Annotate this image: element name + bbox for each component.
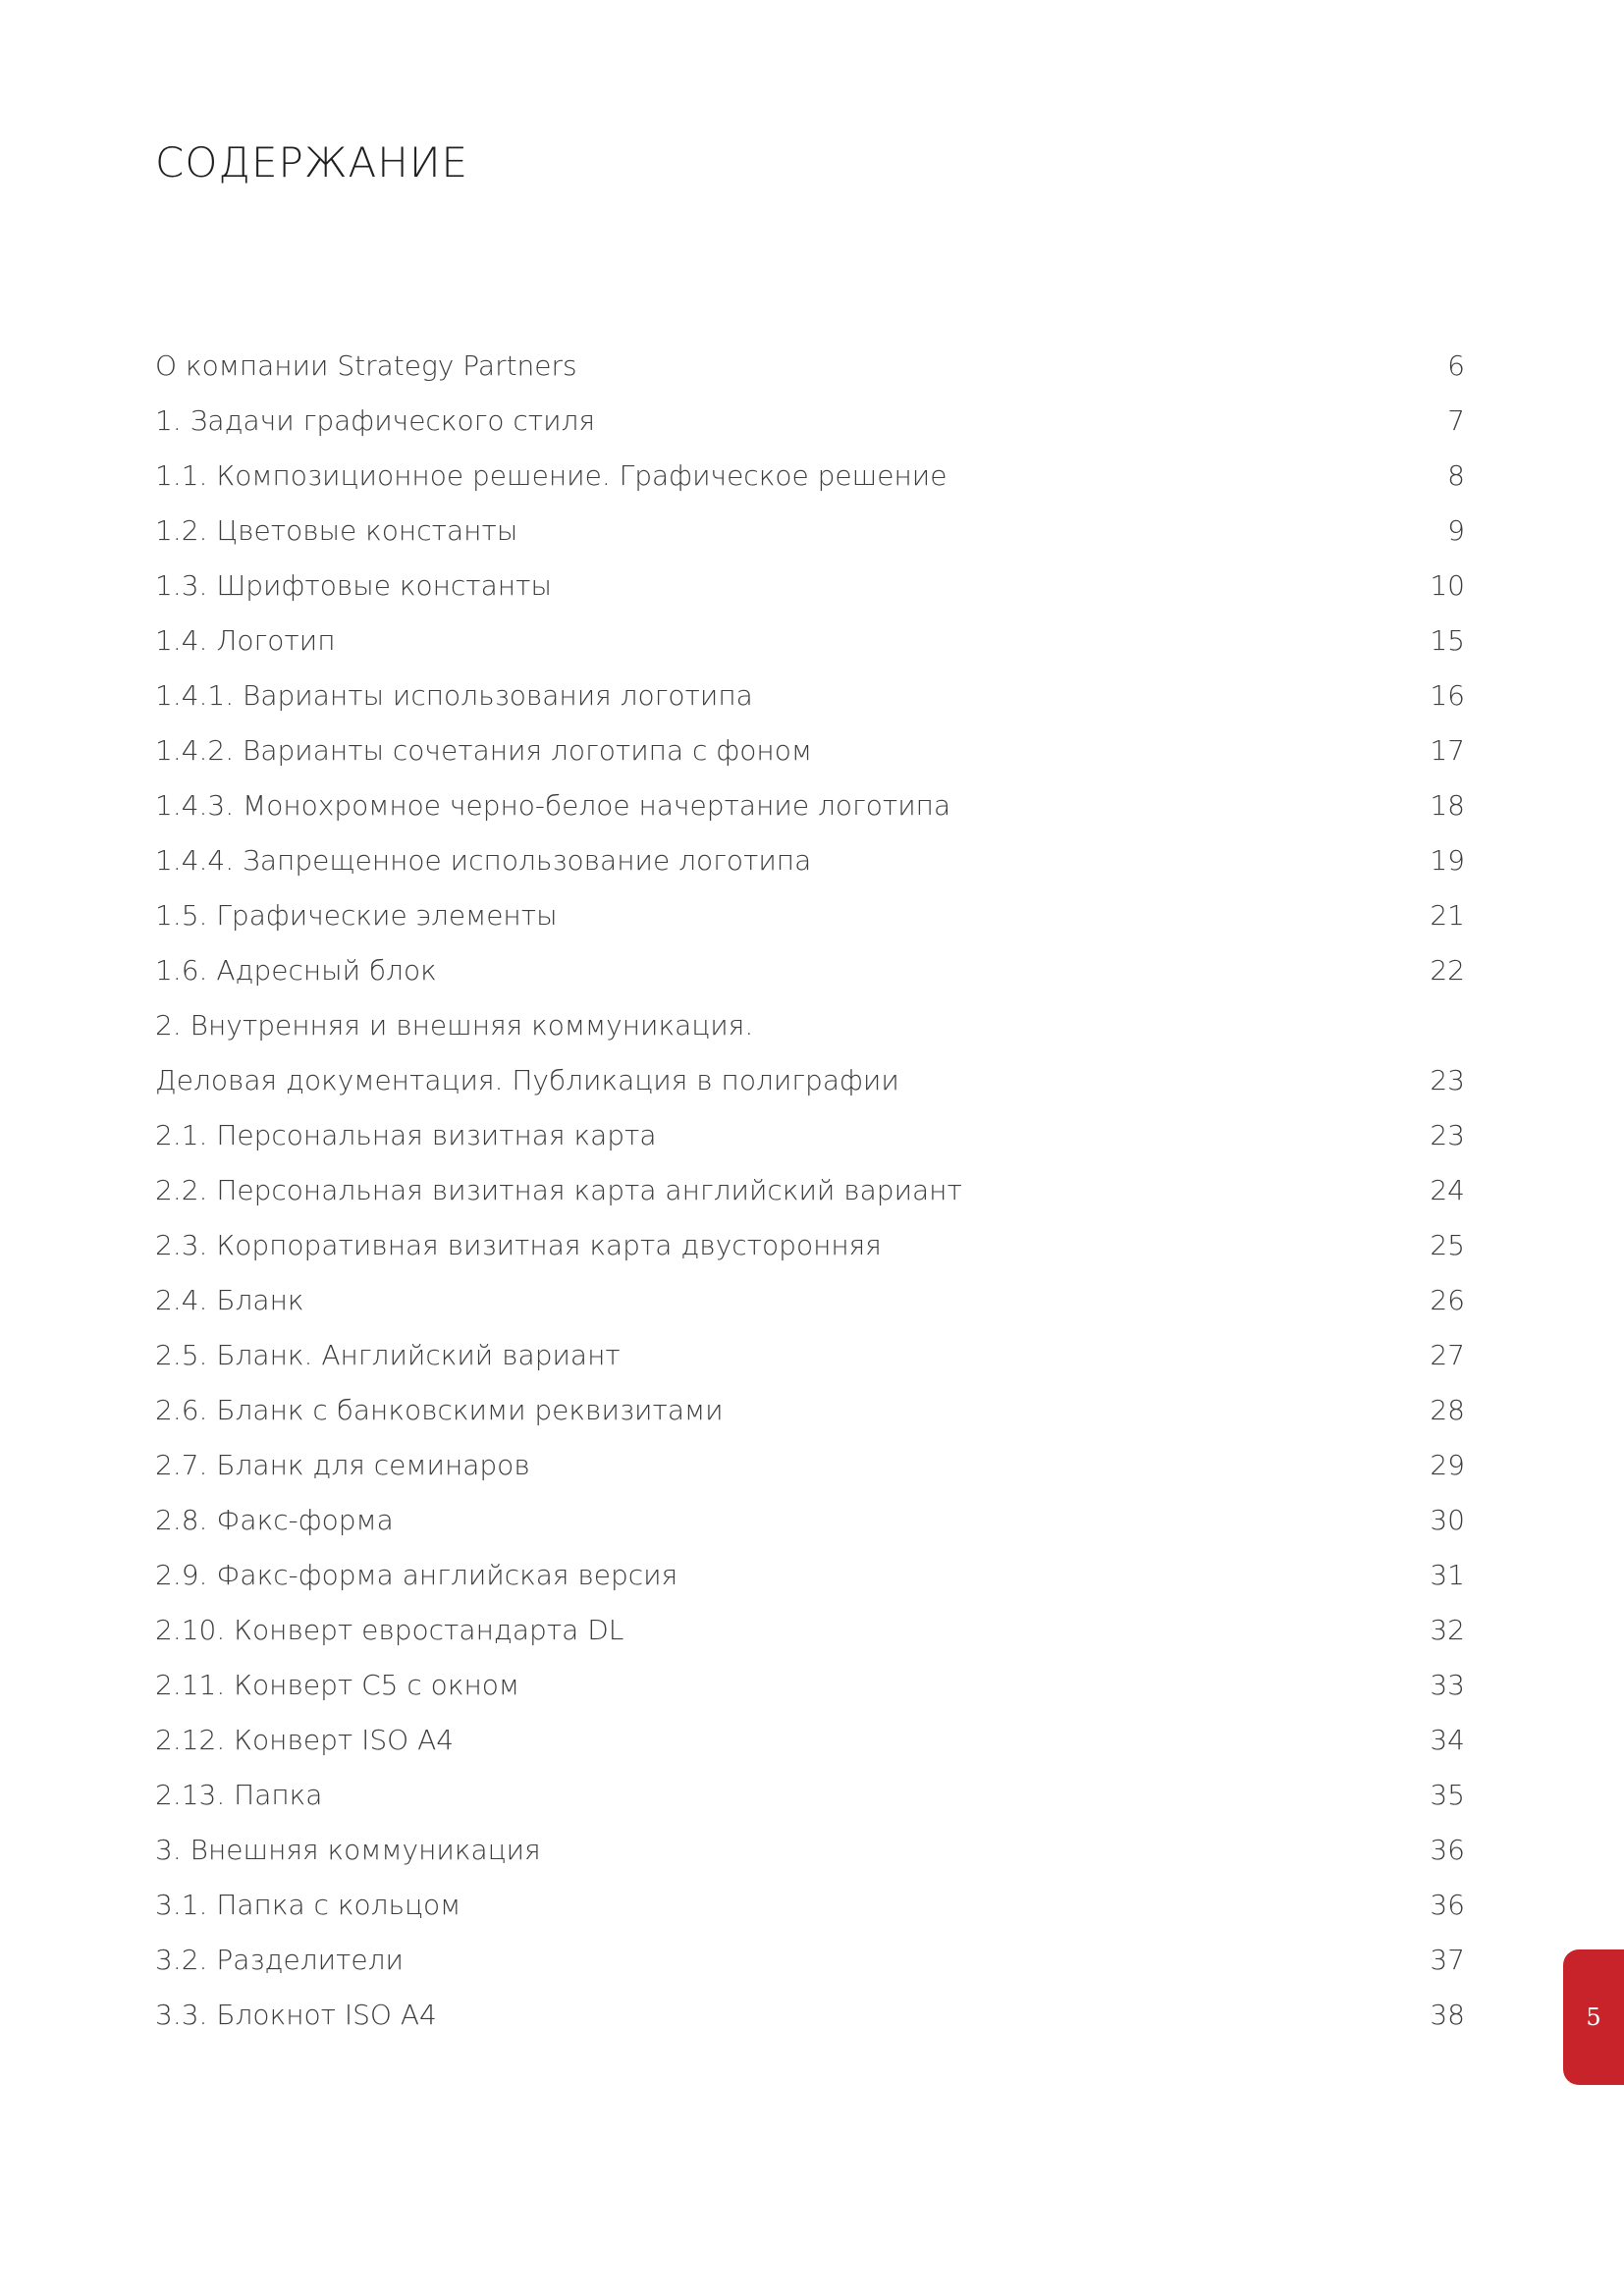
toc-entry-label: 2.1. Персональная визитная карта: [155, 1118, 657, 1151]
toc-entry-label: 1.2. Цветовые константы: [155, 513, 518, 547]
toc-entry-page: 23: [1430, 1063, 1465, 1096]
toc-entry-page: 28: [1430, 1393, 1465, 1426]
toc-entry-page: 24: [1430, 1173, 1465, 1206]
toc-entry-page: 23: [1430, 1118, 1465, 1151]
toc-entry-label: 3. Внешняя коммуникация: [155, 1833, 541, 1866]
toc-entry[interactable]: [155, 1492, 1465, 1547]
toc-entry[interactable]: [155, 667, 1465, 722]
toc-entry[interactable]: [155, 1547, 1465, 1602]
toc-entry-page: 27: [1430, 1338, 1465, 1371]
toc-entry-page: 30: [1430, 1503, 1465, 1536]
toc-entry-page: 22: [1430, 953, 1465, 987]
toc-entry-label: 2.10. Конверт евростандарта DL: [155, 1613, 624, 1646]
toc-entry-label: 2.5. Бланк. Английский вариант: [155, 1338, 621, 1371]
toc-entry-page: 29: [1430, 1448, 1465, 1481]
toc-entry-label: 2.3. Корпоративная визитная карта двусторонняя: [155, 1228, 882, 1261]
toc-entry-label: 1.4. Логотип: [155, 623, 336, 657]
toc-entry-page: 25: [1430, 1228, 1465, 1261]
toc-entry-page: 36: [1430, 1888, 1465, 1921]
toc-entry-label: 2.12. Конверт ISO A4: [155, 1723, 455, 1756]
toc-entry-label: 3.1. Папка с кольцом: [155, 1888, 461, 1921]
toc-entry[interactable]: [155, 997, 1465, 1052]
toc-entry-page: 37: [1430, 1943, 1465, 1976]
toc-entry-label: 1.4.2. Варианты сочетания логотипа с фоном: [155, 733, 812, 767]
toc-entry-label: Деловая документация. Публикация в полиграфии: [155, 1063, 899, 1096]
toc-entry[interactable]: [155, 613, 1465, 667]
toc-entry-label: 3.3. Блокнот ISO A4: [155, 1998, 437, 2031]
page-number-tab: [1563, 1949, 1624, 2085]
toc-entry-page: 21: [1430, 898, 1465, 932]
toc-entry[interactable]: [155, 1437, 1465, 1492]
toc-entry-page: 19: [1430, 843, 1465, 877]
toc-entry-page: 34: [1430, 1723, 1465, 1756]
toc-entry[interactable]: [155, 1217, 1465, 1272]
toc-entry-label: 1.4.1. Варианты использования логотипа: [155, 678, 753, 712]
toc-entry-page: 33: [1430, 1668, 1465, 1701]
toc-entry[interactable]: [155, 1987, 1465, 2042]
toc-entry[interactable]: [155, 393, 1465, 448]
toc-entry[interactable]: [155, 1162, 1465, 1217]
toc-entry-label: 2.4. Бланк: [155, 1283, 304, 1316]
toc-entry-page: 15: [1430, 623, 1465, 657]
toc-entry-label: 2.2. Персональная визитная карта английский вариант: [155, 1173, 962, 1206]
toc-entry-label: 1.1. Композиционное решение. Графическое решение: [155, 458, 947, 492]
toc-list: [155, 338, 1465, 2042]
toc-entry-label: О компании Strategy Partners: [155, 348, 577, 382]
toc-entry-page: 38: [1430, 1998, 1465, 2031]
toc-entry[interactable]: [155, 722, 1465, 777]
toc-entry-label: 1.4.3. Монохромное черно-белое начертание логотипа: [155, 788, 951, 822]
toc-entry[interactable]: [155, 338, 1465, 393]
toc-entry-label: 1.4.4. Запрещенное использование логотипа: [155, 843, 812, 877]
toc-entry-page: 9: [1447, 513, 1465, 547]
toc-entry[interactable]: [155, 1657, 1465, 1712]
toc-entry[interactable]: [155, 1602, 1465, 1657]
toc-entry-page: 10: [1430, 568, 1465, 602]
toc-entry[interactable]: [155, 1272, 1465, 1327]
toc-entry-label: 2.7. Бланк для семинаров: [155, 1448, 530, 1481]
page-title: СОДЕРЖАНИЕ: [155, 138, 469, 187]
toc-entry-page: 16: [1430, 678, 1465, 712]
toc-entry-label: 1.5. Графические элементы: [155, 898, 558, 932]
toc-entry-label: 2.8. Факс-форма: [155, 1503, 394, 1536]
toc-entry-label: 2. Внутренняя и внешняя коммуникация.: [155, 1008, 754, 1041]
toc-entry[interactable]: [155, 1932, 1465, 1987]
toc-entry[interactable]: [155, 777, 1465, 832]
toc-entry-label: 2.6. Бланк с банковскими реквизитами: [155, 1393, 724, 1426]
toc-entry-page: 31: [1430, 1558, 1465, 1591]
toc-entry-label: 3.2. Разделители: [155, 1943, 404, 1976]
toc-entry-page: 8: [1447, 458, 1465, 492]
toc-entry[interactable]: [155, 558, 1465, 613]
toc-entry-label: 2.11. Конверт С5 с окном: [155, 1668, 519, 1701]
toc-entry[interactable]: [155, 1382, 1465, 1437]
toc-entry[interactable]: [155, 503, 1465, 558]
toc-entry-label: 1. Задачи графического стиля: [155, 403, 596, 437]
toc-entry[interactable]: [155, 1107, 1465, 1162]
toc-entry[interactable]: [155, 1822, 1465, 1877]
toc-entry[interactable]: [155, 832, 1465, 887]
toc-entry-page: 7: [1447, 403, 1465, 437]
toc-entry[interactable]: [155, 1767, 1465, 1822]
toc-entry[interactable]: [155, 1327, 1465, 1382]
toc-entry-label: 2.9. Факс-форма английская версия: [155, 1558, 678, 1591]
toc-entry-page: 6: [1447, 348, 1465, 382]
toc-entry-page: 32: [1430, 1613, 1465, 1646]
toc-entry[interactable]: [155, 942, 1465, 997]
toc-entry-page: 35: [1430, 1778, 1465, 1811]
toc-entry[interactable]: [155, 448, 1465, 503]
toc-entry[interactable]: [155, 887, 1465, 942]
toc-entry-label: 1.6. Адресный блок: [155, 953, 437, 987]
page-number: 5: [1586, 2003, 1601, 2031]
toc-entry[interactable]: [155, 1712, 1465, 1767]
toc-entry-page: 18: [1430, 788, 1465, 822]
toc-entry[interactable]: [155, 1052, 1465, 1107]
toc-entry-label: 2.13. Папка: [155, 1778, 323, 1811]
toc-entry-page: 26: [1430, 1283, 1465, 1316]
toc-entry-page: 17: [1430, 733, 1465, 767]
toc-entry-label: 1.3. Шрифтовые константы: [155, 568, 552, 602]
toc-entry[interactable]: [155, 1877, 1465, 1932]
toc-entry-page: 36: [1430, 1833, 1465, 1866]
